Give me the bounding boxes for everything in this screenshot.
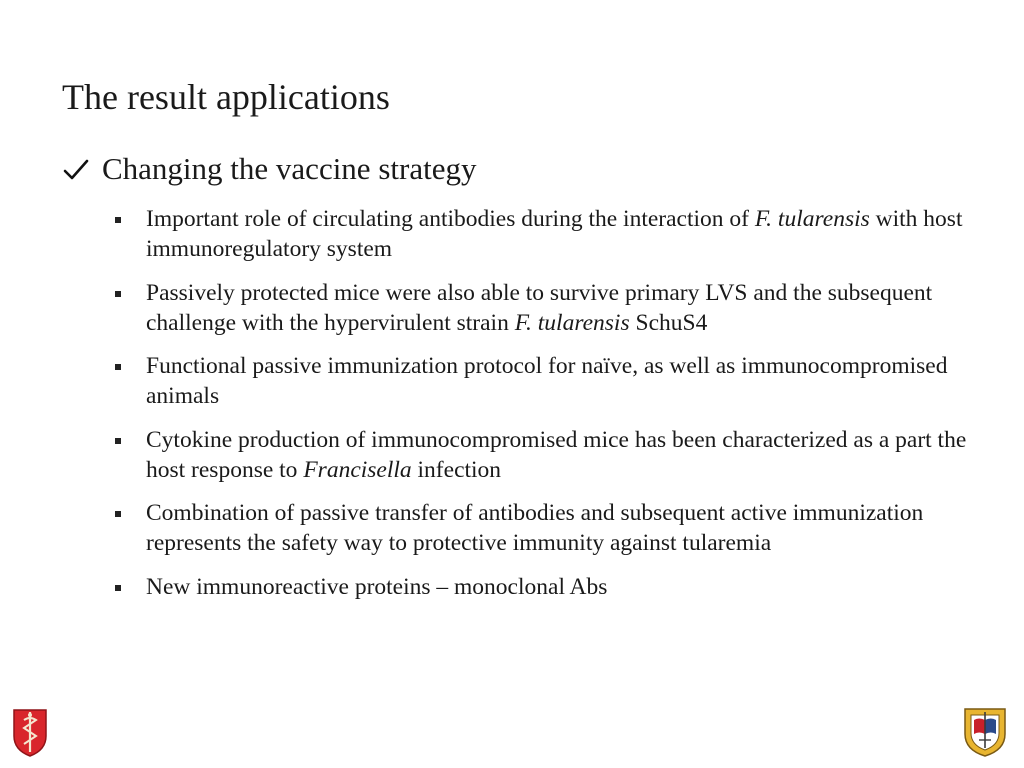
slide-title: The result applications [62,77,390,117]
bullet-item [112,351,968,411]
bullet-text: SchuS4 [629,309,708,336]
square-bullet-icon [115,364,121,370]
military-medical-emblem-logo [10,706,50,758]
section-header [62,150,972,190]
bullet-item [112,278,968,338]
bullet-text: New immunoreactive proteins – monoclonal Abs [146,573,608,600]
bullet-text-italic: F. tularensis [754,206,870,232]
bullet-text-italic: Francisella [303,456,412,483]
bullet-text: infection [411,456,502,483]
content-section [62,150,972,615]
square-bullet-icon [115,217,121,223]
bullet-item [112,498,968,558]
check-icon [62,156,90,184]
bullet-text: Functional passive immunization protocol for naïve, as well as immunocompromised animals [146,353,948,409]
bullet-text: Passively protected mice were also able to survive primary LVS and the subsequent challenge with the hypervirulent strain [146,279,933,336]
bullet-item [112,572,968,602]
bullet-item [112,204,968,264]
bullet-text: with host immunoregulatory system [146,206,963,262]
square-bullet-icon [115,511,121,517]
bullet-text: Combination of passive transfer of antibodies and subsequent active immunization represents the safety way to protective immunity against tularemia [146,500,924,556]
bullet-list [62,204,972,602]
square-bullet-icon [115,291,121,297]
bullet-text-italic: F. tularensis [514,309,630,336]
university-shield-emblem-logo [962,704,1008,758]
bullet-text: Cytokine production of immunocompromised mice has been characterized as a part the host response to [146,426,967,483]
square-bullet-icon [115,438,121,444]
section-heading: Changing the vaccine strategy [102,151,477,186]
bullet-item [112,425,968,485]
bullet-text: Important role of circulating antibodies during the interaction of [146,206,755,232]
square-bullet-icon [115,585,121,591]
